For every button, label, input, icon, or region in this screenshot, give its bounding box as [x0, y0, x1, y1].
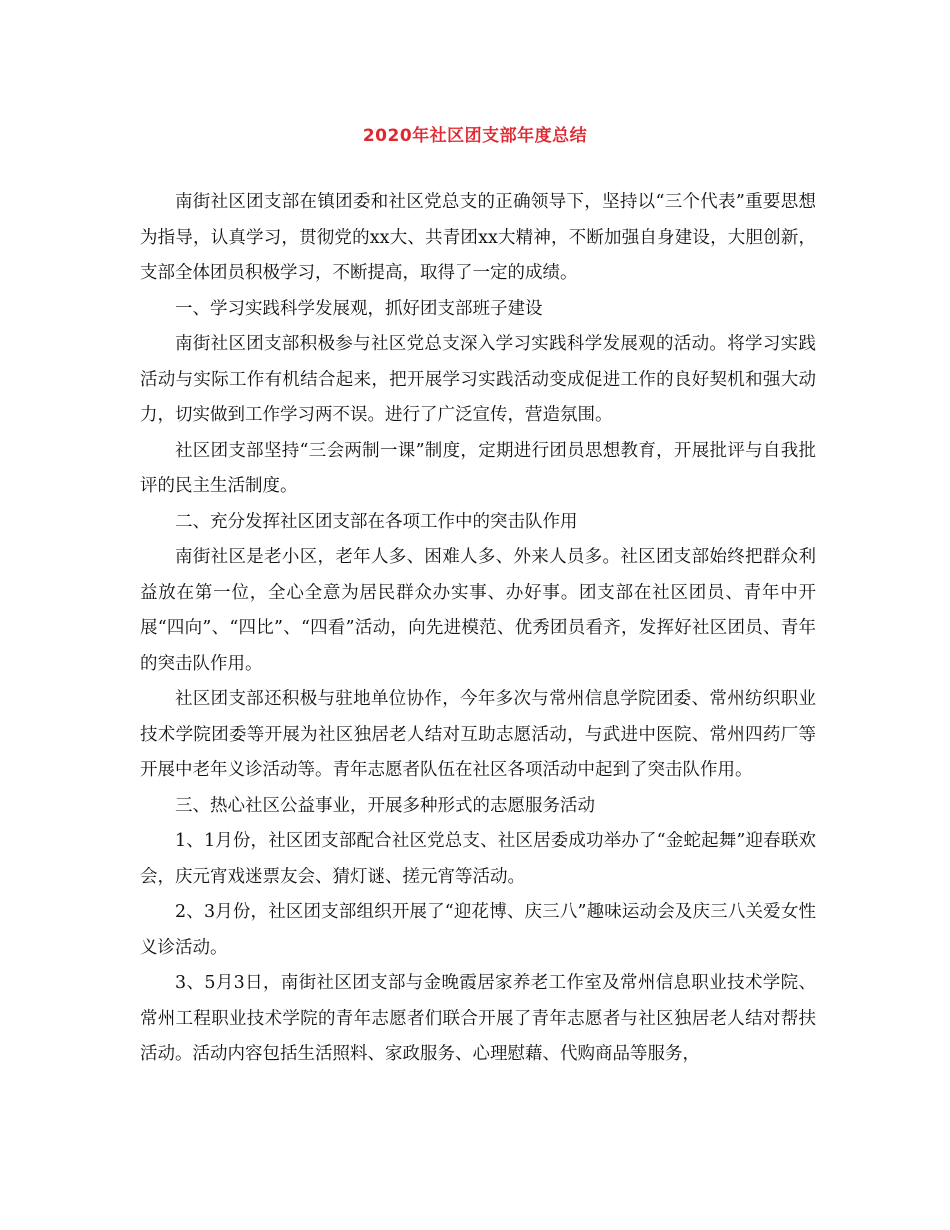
paragraph: 社区团支部还积极与驻地单位协作，今年多次与常州信息学院团委、常州纺织职业技术学院团委等开展为社区独居老人结对互助志愿活动，与武进中医院、常州四药厂等开展中老年义诊活动等。青年志愿者队伍在社区各项活动中起到了突击队作用。	[140, 689, 816, 780]
document-body	[140, 185, 816, 1073]
document-title: 2020年社区团支部年度总结	[362, 126, 588, 146]
paragraph: 社区团支部坚持“三会两制一课”制度，定期进行团员思想教育，开展批评与自我批评的民主生活制度。	[140, 440, 816, 496]
paragraph: 南街社区团支部积极参与社区党总支深入学习实践科学发展观的活动。将学习实践活动与实际工作有机结合起来，把开展学习实践活动变成促进工作的良好契机和强大动力，切实做到工作学习两不误。进行了广泛宣传，营造氛围。	[140, 334, 816, 425]
list-item: 2、3月份，社区团支部组织开展了“迎花博、庆三八”趣味运动会及庆三八关爱女性义诊活动。	[140, 902, 816, 958]
paragraph-intro: 南街社区团支部在镇团委和社区党总支的正确领导下，坚持以“三个代表”重要思想为指导，认真学习，贯彻党的xx大、共青团xx大精神，不断加强自身建设，大胆创新，支部全体团员积极学习，不断提高，取得了一定的成绩。	[140, 192, 816, 283]
list-item: 1、1月份，社区团支部配合社区党总支、社区居委成功举办了“金蛇起舞”迎春联欢会，庆元宵戏迷票友会、猜灯谜、搓元宵等活动。	[140, 831, 816, 887]
section-heading-2: 二、充分发挥社区团支部在各项工作中的突击队作用	[175, 511, 578, 532]
section-heading-3: 三、热心社区公益事业，开展多种形式的志愿服务活动	[175, 795, 595, 816]
section-heading-1: 一、学习实践科学发展观，抓好团支部班子建设	[175, 298, 543, 319]
list-item: 3、5月3日，南街社区团支部与金晚霞居家养老工作室及常州信息职业技术学院、常州工程职业技术学院的青年志愿者们联合开展了青年志愿者与社区独居老人结对帮扶活动。活动内容包括生活照料、家政服务、心理慰藉、代购商品等服务，	[140, 973, 816, 1064]
paragraph: 南街社区是老小区，老年人多、困难人多、外来人员多。社区团支部始终把群众利益放在第一位，全心全意为居民群众办实事、办好事。团支部在社区团员、青年中开展“四向”、“四比”、“四看”活动，向先进模范、优秀团员看齐，发挥好社区团员、青年的突击队作用。	[140, 547, 816, 674]
